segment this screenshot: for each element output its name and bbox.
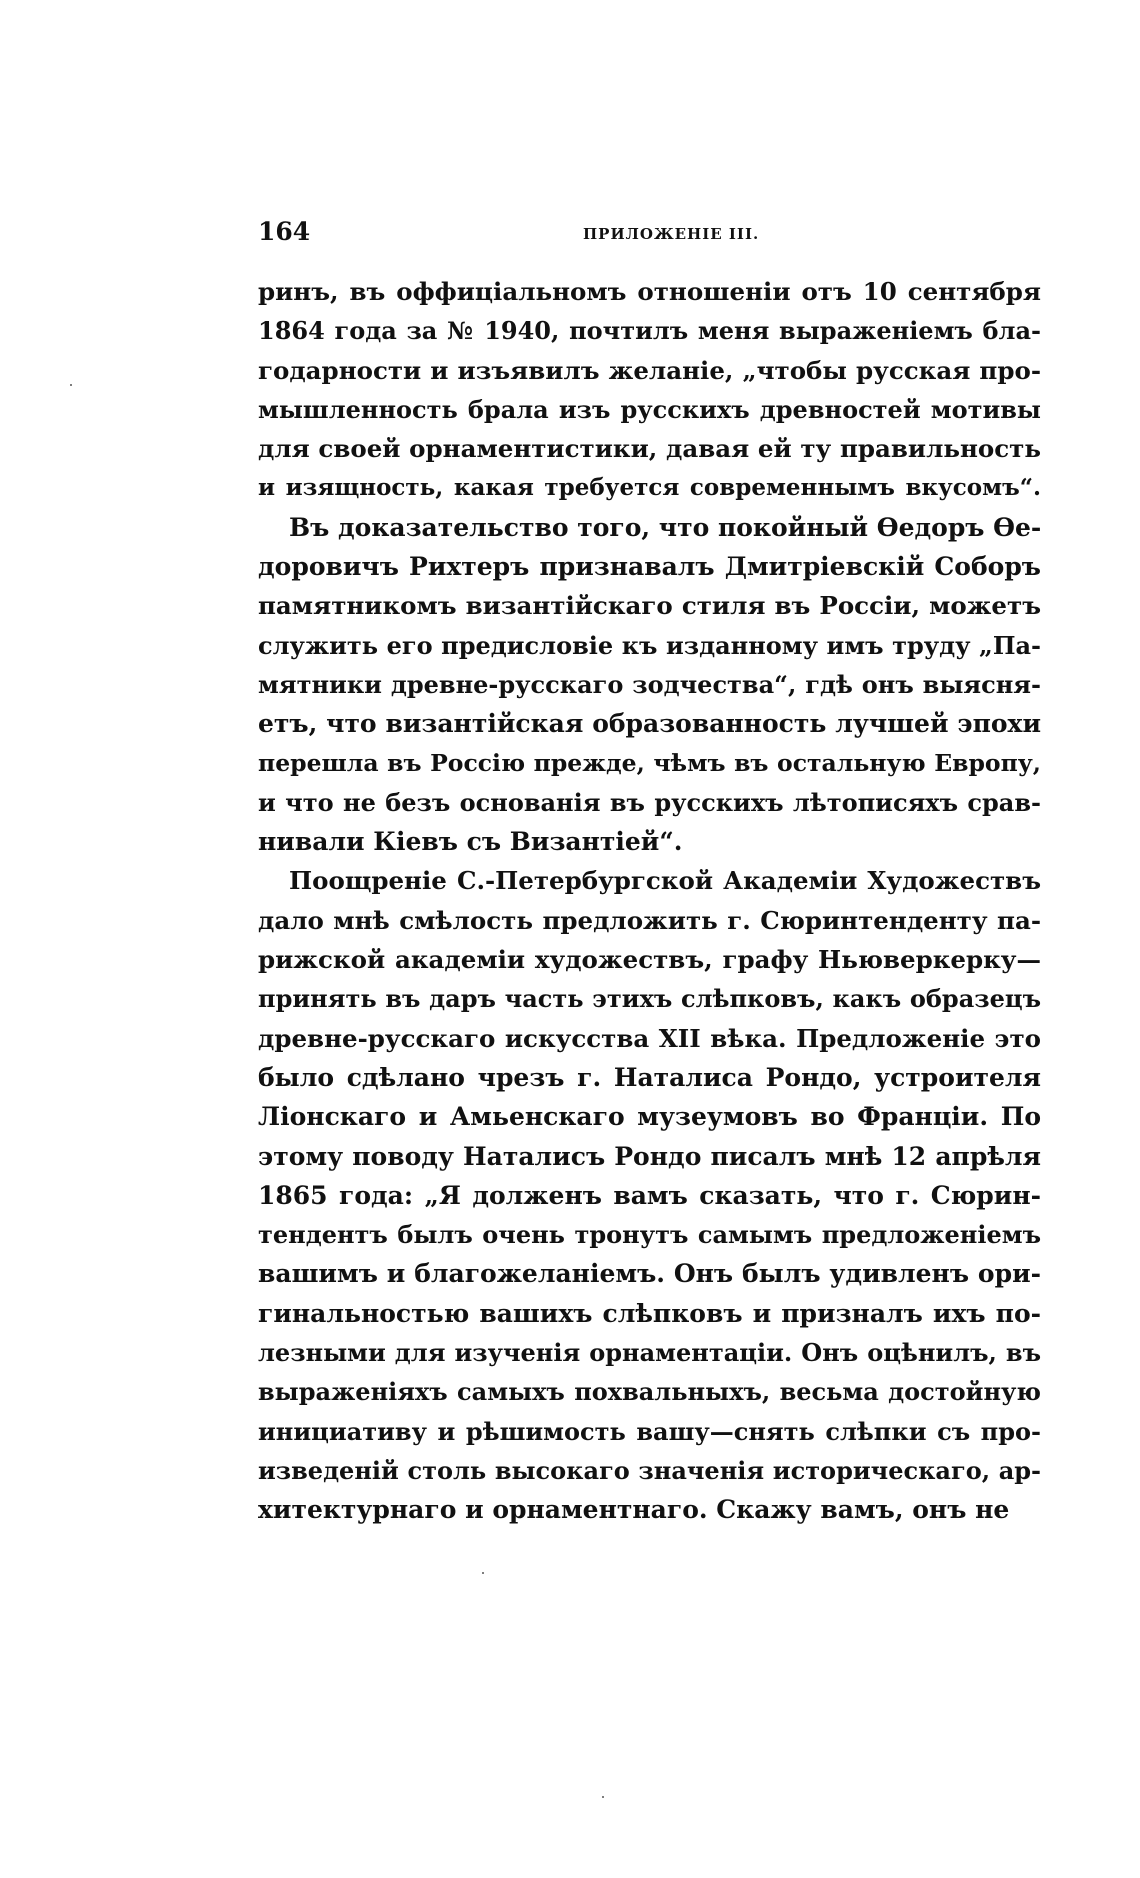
text-line: 1864 года за № 1940, почтилъ меня выраженіемъ бла- xyxy=(258,316,1041,346)
text-line: и изящность, какая требуется современнымъ вкусомъ“. xyxy=(258,474,1041,502)
text-line: инициативу и рѣшимость вашу—снять слѣпки съ про- xyxy=(258,1416,1041,1446)
scan-speck xyxy=(602,1796,604,1798)
text-line: вашимъ и благожеланіемъ. Онъ былъ удивленъ ори- xyxy=(258,1259,1041,1289)
page-number: 164 xyxy=(258,217,311,246)
text-line: памятникомъ византійскаго стиля въ Россіи, можетъ xyxy=(258,591,1041,621)
text-line: лезными для изученія орнаментаціи. Онъ оцѣнилъ, въ xyxy=(258,1338,1041,1368)
text-line: этому поводу Наталисъ Рондо писалъ мнѣ 12 апрѣля xyxy=(258,1141,1041,1171)
text-line: Поощреніе С.-Петербургской Академіи Художествъ xyxy=(289,866,1041,896)
text-line: гинальностью вашихъ слѣпковъ и призналъ ихъ по- xyxy=(258,1298,1041,1328)
text-line: изведеній столь высокаго значенія историческаго, ар- xyxy=(258,1455,1041,1485)
text-line: и что не безъ основанія въ русскихъ лѣтописяхъ срав- xyxy=(258,787,1041,817)
text-line: мышленность брала изъ русскихъ древностей мотивы xyxy=(258,394,1041,424)
text-line: 1865 года: „Я долженъ вамъ сказать, что г. Сюрин- xyxy=(258,1180,1041,1210)
text-line: служить его предисловіе къ изданному имъ труду „Па- xyxy=(258,630,1041,660)
running-title: ПРИЛОЖЕНІЕ III. xyxy=(583,225,760,243)
text-line: нивали Кіевъ съ Византіей“. xyxy=(258,827,683,857)
text-line: доровичъ Рихтеръ признавалъ Дмитріевскій Соборъ xyxy=(258,552,1041,582)
text-line: выраженіяхъ самыхъ похвальныхъ, весьма достойную xyxy=(258,1377,1041,1407)
page-header xyxy=(258,214,1041,250)
scan-speck xyxy=(70,384,72,386)
text-line: етъ, что византійская образованность лучшей эпохи xyxy=(258,709,1041,739)
text-line: было сдѣлано чрезъ г. Наталиса Рондо, устроителя xyxy=(258,1062,1041,1092)
text-line: мятники древне-русскаго зодчества“, гдѣ онъ выясня- xyxy=(258,669,1041,699)
text-line: тендентъ былъ очень тронутъ самымъ предложеніемъ xyxy=(258,1220,1041,1250)
text-line: перешла въ Россію прежде, чѣмъ въ остальную Европу, xyxy=(258,748,1041,777)
scan-speck xyxy=(482,1572,484,1574)
text-line: хитектурнаго и орнаментнаго. Скажу вамъ, онъ не xyxy=(258,1495,1010,1525)
text-line: для своей орнаментистики, давая ей ту правильность xyxy=(258,434,1041,464)
body-text xyxy=(258,272,1041,1530)
text-line: Ліонскаго и Амьенскаго музеумовъ во Франціи. По xyxy=(258,1102,1041,1132)
text-line: дало мнѣ смѣлость предложить г. Сюринтенденту па- xyxy=(258,905,1041,935)
text-line: годарности и изъявилъ желаніе, „чтобы русская про- xyxy=(258,355,1041,385)
text-line: древне-русскаго искусства XII вѣка. Предложеніе это xyxy=(258,1023,1041,1053)
text-line: Въ доказательство того, что покойный Ѳедоръ Ѳе- xyxy=(289,512,1041,542)
text-line: ринъ, въ оффиціальномъ отношеніи отъ 10 сентября xyxy=(258,277,1041,306)
text-line: принять въ даръ часть этихъ слѣпковъ, какъ образецъ xyxy=(258,984,1041,1014)
text-line: рижской академіи художествъ, графу Ньюверкерку— xyxy=(258,945,1041,975)
